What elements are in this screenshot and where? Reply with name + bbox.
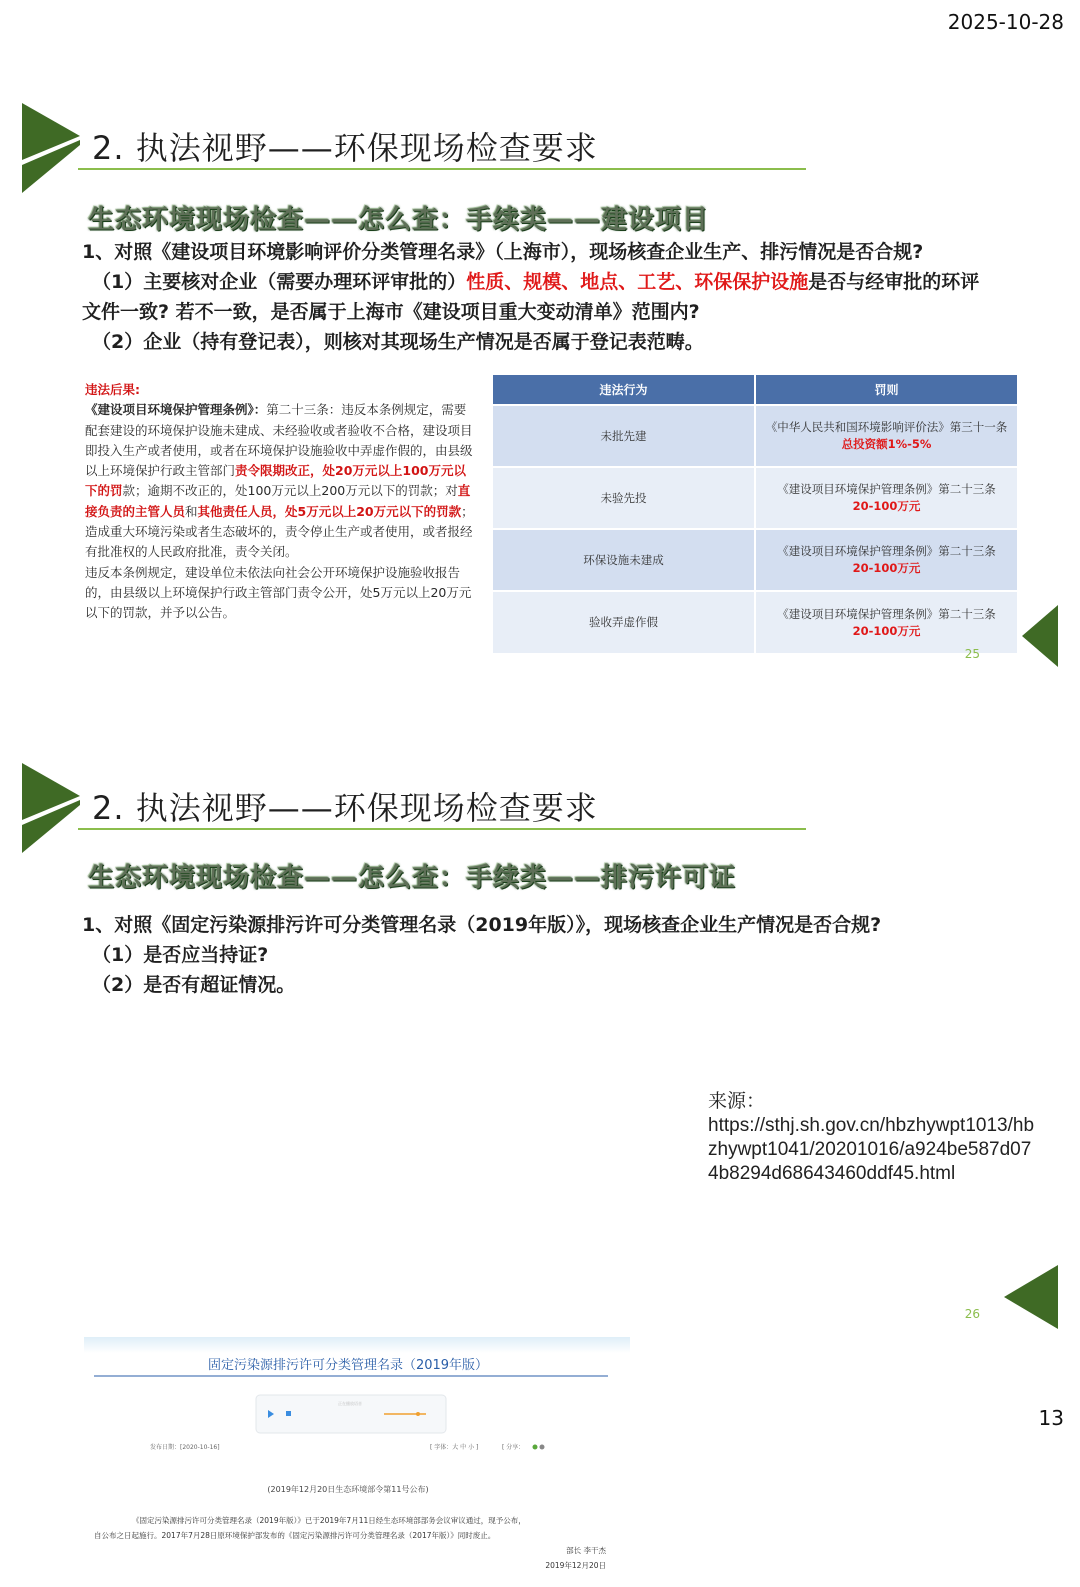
catalog-webpage-screenshot [84,1337,630,1587]
sign-date: 2019年12月20日 [545,1561,606,1570]
page-number: 13 [1038,1406,1064,1430]
slide-number: 26 [964,1307,980,1321]
consequence-text: 和 [185,503,198,519]
slide-25 [0,95,1080,695]
publish-date: 发布日期：[2020-10-16] [150,1444,220,1451]
penalty-cell [755,405,1018,467]
screenshot-header-band [84,1337,630,1353]
share-label[interactable]: [ 分享： [502,1444,525,1451]
penalty-amount: 20-100万元 [852,561,921,575]
requirement-text: （1）主要核对企业（需要办理环评审批的） [92,271,467,293]
requirement-line-2 [82,267,1012,297]
consequence-text: 第二十三条：违反本条例规定，需要配套建设的环境保护设施未建成、未经验收或者验收不合格，建设项目即投入生产或者使用，或者在环境保护设施验收中弄虚作假的，由县级以上环境保护行政主管部门 [85,402,473,479]
audio-label: 正在播放语音 [338,1401,362,1406]
header-violation: 违法行为 [493,375,755,405]
consequence-highlight: 直接负责的主管人员 [85,483,471,519]
title-divider [78,168,806,170]
penalty-amount: 20-100万元 [852,499,921,513]
check-requirements [82,237,1012,357]
requirement-line-4: （2）企业（持有登记表），则核对其现场生产情况是否属于登记表范畴。 [92,331,704,353]
source-citation [708,1090,1038,1186]
source-url[interactable]: https://sthj.sh.gov.cn/hbzhywpt1013/hbzhywpt1041/20201016/a924be587d074b8294d68643460ddf45.html [708,1115,1035,1184]
slide-number: 25 [964,647,980,661]
corner-triangle-icon [22,103,80,193]
table-row [493,405,1018,467]
consequence-label: 违法后果: [85,382,140,397]
slide-subtitle: 生态环境现场检查——怎么查：手续类——排污许可证 [88,863,737,893]
penalty-cell [755,529,1018,591]
penalty-law: 《中华人民共和国环境影响评价法》第三十一条 [765,420,1008,434]
weibo-share-icon[interactable] [540,1445,545,1450]
violation-cell: 未验先投 [493,467,755,529]
decree-note: (2019年12月20日生态环境部令第11号公布) [267,1485,429,1494]
page-date: 2025-10-28 [947,10,1064,34]
requirement-highlight: 性质、规模、地点、工艺、环保保护设施 [466,271,809,293]
source-label: 来源： [708,1091,766,1112]
requirement-line-3: （2）是否有超证情况。 [92,974,296,996]
penalty-amount: 总投资额1%-5% [841,437,932,451]
penalty-law: 《建设项目环境保护管理条例》第二十三条 [777,482,996,496]
slide-26 [0,755,1080,1570]
font-size-options[interactable]: [ 字体：大 中 小 ] [430,1444,479,1451]
requirement-text: 是否与经审批的环评 [808,271,980,293]
title-divider [78,828,806,830]
audio-progress-knob[interactable] [416,1412,420,1416]
slide-title: 2. 执法视野——环保现场检查要求 [92,789,598,827]
penalty-cell [755,591,1018,653]
catalog-heading: 固定污染源排污许可分类管理名录（2019年版） [207,1358,489,1373]
next-triangle-icon [1022,605,1058,667]
consequence-text: ；造成重大环境污染或者生态破坏的，责令停止生产或者使用，或者报经有批准权的人民政府批准，责令关闭。 [85,503,474,560]
violation-cell: 验收弄虚作假 [493,591,755,653]
violation-cell: 环保设施未建成 [493,529,755,591]
stop-icon[interactable] [286,1411,291,1416]
penalty-law: 《建设项目环境保护管理条例》第二十三条 [777,544,996,558]
slide-subtitle: 生态环境现场检查——怎么查：手续类——建设项目 [88,205,710,235]
penalty-cell [755,467,1018,529]
signer: 部长 李干杰 [566,1546,606,1555]
next-triangle-icon [1004,1265,1058,1329]
consequence-highlight: 责令限期改正，处20万元以上100万元以下的罚 [85,463,467,499]
consequence-text: 款；逾期不改正的，处100万元以上200万元以下的罚款；对 [122,483,458,499]
regulation-name: 《建设项目环境保护管理条例》： [85,402,267,418]
violation-cell: 未批先建 [493,405,755,467]
consequence-paragraph-2: 违反本条例规定，建设单位未依法向社会公开环境保护设施验收报告的，由县级以上环境保护行政主管部门责令公开，处5万元以上20万元以下的罚款，并予以公告。 [85,564,472,621]
wechat-share-icon[interactable] [533,1445,538,1450]
table-row [493,529,1018,591]
penalty-law: 《建设项目环境保护管理条例》第二十三条 [777,606,996,621]
violation-consequences [85,380,475,624]
announcement-para-2: 自公布之日起施行。2017年7月28日原环境保护部发布的《固定污染源排污许可分类管理名录（2017年版）》同时废止。 [94,1531,496,1540]
table-header-row [493,375,1018,405]
consequence-paragraph [85,400,475,562]
table-row [493,467,1018,529]
announcement-para-1: 《固定污染源排污许可分类管理名录（2019年版）》已于2019年7月11日经生态环境部部务会议审议通过，现予公布， [132,1516,526,1525]
requirement-line-1: 1、对照《固定污染源排污许可分类管理名录（2019年版）》，现场核查企业生产情况是否合规? [82,914,882,936]
table-row [493,591,1018,653]
corner-triangle-icon [22,763,80,853]
requirement-line-3: 文件一致? 若不一致，是否属于上海市《建设项目重大变动清单》范围内? [82,301,700,323]
consequence-highlight: 其他责任人员，处5万元以上20万元以下的罚款 [197,503,462,519]
permit-requirements [82,910,982,1000]
requirement-line-1: 1、对照《建设项目环境影响评价分类管理名录》（上海市），现场核查企业生产、排污情况是否合规? [82,241,924,263]
penalty-table [493,375,1019,653]
penalty-amount: 20-100万元 [852,623,921,638]
header-penalty: 罚则 [755,375,1018,405]
slide-title: 2. 执法视野——环保现场检查要求 [92,129,598,167]
requirement-line-2: （1）是否应当持证? [92,944,269,966]
